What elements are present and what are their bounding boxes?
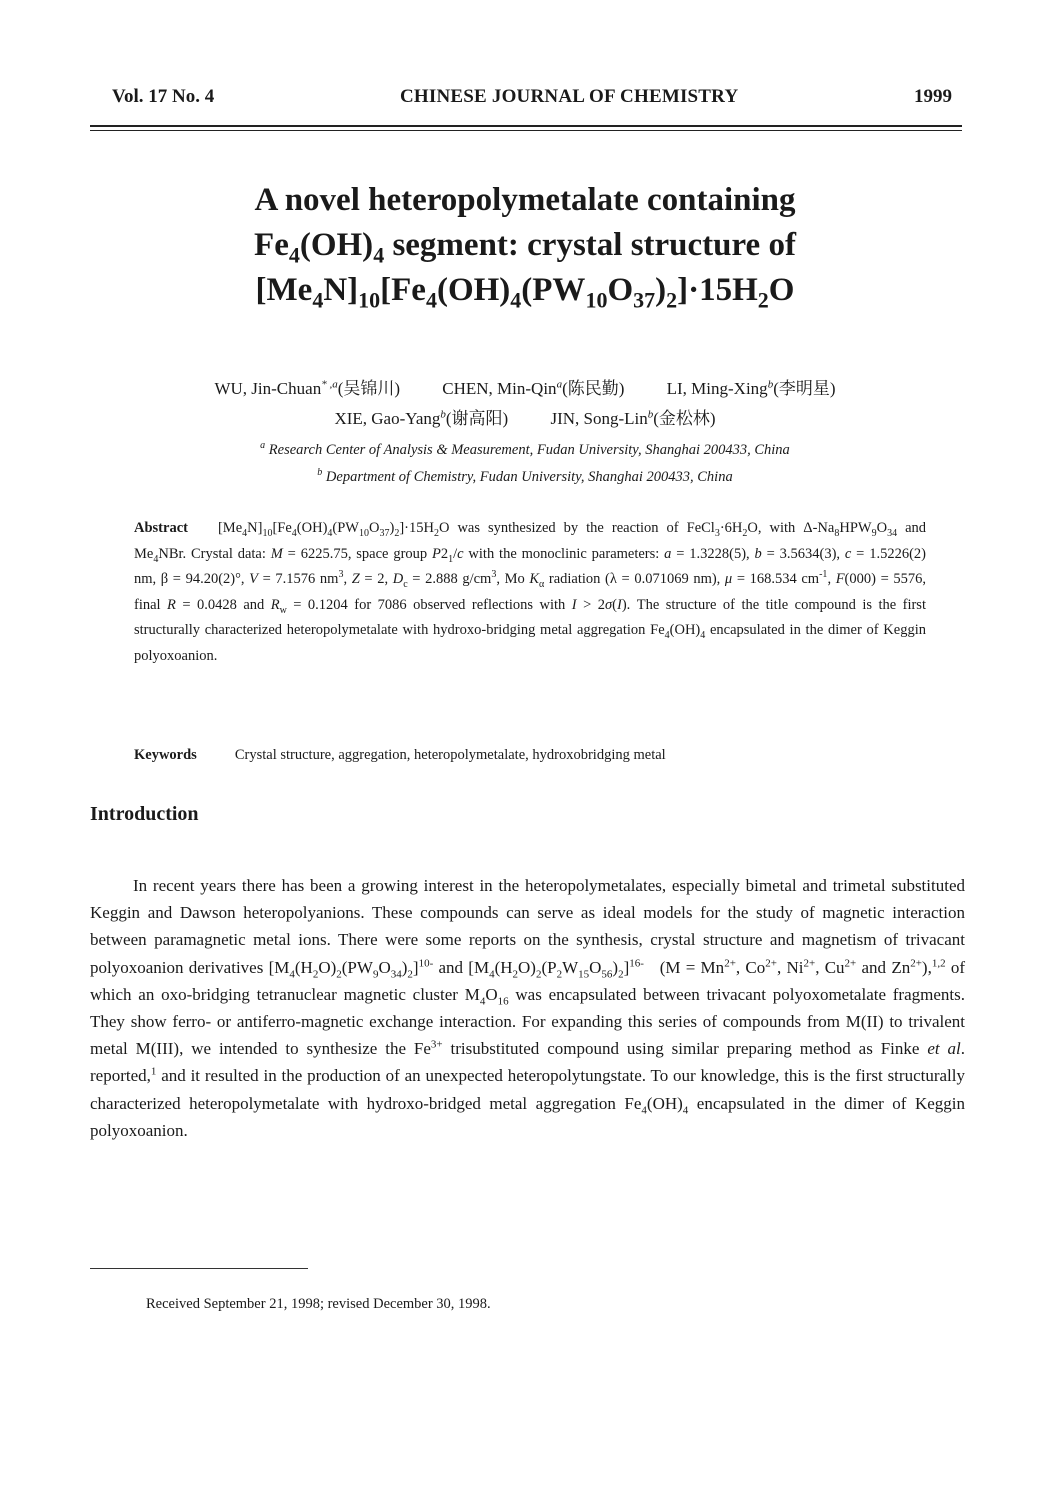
author-line-1: WU, Jin-Chuan$^{* ,a}$(吴锦川) CHEN, Min-Qin$^a$(陈民勤) LI, Ming-Xing$^b$(李明星) xyxy=(214,378,836,398)
header-rule-thick xyxy=(90,125,962,127)
keywords-text: Crystal structure, aggregation, heteropolymetalate, hydroxobridging metal xyxy=(234,747,666,763)
introduction-body xyxy=(90,872,965,1144)
author-line-2: XIE, Gao-Yang$^b$(谢高阳) JIN, Song-Lin$^b$(金松林) xyxy=(334,408,716,428)
footnote-rule xyxy=(90,1268,308,1269)
author-chen: CHEN, Min-Qin xyxy=(442,379,557,398)
keywords-label: Keywords xyxy=(134,747,197,763)
title-formula: $[Me_4N]_{10}[Fe_4(OH)_4(PW_{10}O_{37})_2]\cdot 15H_2O$ xyxy=(255,272,795,313)
author-wu: WU, Jin-Chuan xyxy=(214,379,322,398)
keywords xyxy=(134,747,926,764)
header-rule-thin xyxy=(90,130,962,131)
author-list xyxy=(0,374,1050,434)
author-xie: XIE, Gao-Yang xyxy=(334,409,441,428)
abstract: Abstract $[Me_4N]_{10}[Fe_4(OH)_4(PW_{10}O_{37})_2]\cdot 15H_2O$ was synthesized by the reaction of $FeCl_3\cdot 6H_2O$, with $\Delta-Na_8HPW_9O_{34}$ and $Me_4NBr$. Crystal data: M = 6225.75, space group $P2_1/c$ with the monoclinic parameters: a = 1.3228(5), b = 3.5634(3), c = 1.5226(2) nm, β = 94.20(2)°, V = 7.1576 $nm^3$, Z = 2, $D_c = 2.888$ $g/cm^3$, Mo $K_\alpha$ radiation (λ = 0.071069 nm), μ = 168.534 $cm^{-1}$, F(000) = 5576, final R = 0.0428 and $R_w = 0.1204$ for 7086 observed reflections with I > 2σ(I). The structure of the title compound is the first structurally characterized heteropolymetalate with hydroxo-bridging metal aggregation $Fe_4(OH)_4$ encapsulated in the dimer of Keggin polyoxoanion. xyxy=(134,520,927,664)
author-li: LI, Ming-Xing xyxy=(666,379,768,398)
author-jin: JIN, Song-Lin xyxy=(550,409,648,428)
title-line-1: A novel heteropolymetalate containing xyxy=(254,182,796,218)
introduction-paragraph: In recent years there has been a growing interest in the heteropolymetalates, especially bimetal and trimetal substituted Keggin and Dawson heteropolyanions. These compounds can serve as ideal models for the study of magnetic interaction between paramagnetic metal ions. There were some reports on the synthesis, crystal structure and magnetism of trivacant polyoxoanion derivatives $[M_4(H_2O)_2(PW_9O_{34})_2]^{10-}$ and $[M_4(H_2O)_2(P_2W_{15}O_{56})_2]^{16-}$ ($M = Mn^{2+}$, $Co^{2+}$, $Ni^{2+}$, $Cu^{2+}$ and $Zn^{2+}),^{1,2}$ of which an oxo-bridging tetranuclear magnetic cluster $M_4O_{16}$ was encapsulated between trivacant polyoxometalate fragments. They show ferro- or antiferro-magnetic exchange interaction. For expanding this series of compounds from M(II) to trivalent metal M(III), we intended to synthesize the $Fe^{3+}$ trisubstituted compound using similar preparing method as Finke et al. reported,$^1$ and it resulted in the production of an unexpected heteropolytungstate. To our knowledge, this is the first structurally characterized heteropolymetalate with hydroxo-bridged metal aggregation $Fe_4(OH)_4$ encapsulated in the dimer of Keggin polyoxoanion. xyxy=(90,876,966,1140)
affiliation-b: $^b$ Department of Chemistry, Fudan University, Shanghai 200433, China xyxy=(317,467,733,485)
received-date-footnote: Received September 21, 1998; revised December 30, 1998. xyxy=(146,1296,491,1312)
page-number: 1999 xyxy=(914,86,952,107)
section-heading-introduction: Introduction xyxy=(90,803,199,825)
article-title xyxy=(0,178,1050,313)
abstract-label: Abstract xyxy=(134,520,188,536)
title-line-2: $Fe_4(OH)_4$ segment: crystal structure of xyxy=(254,227,796,268)
volume-issue: Vol. 17 No. 4 xyxy=(112,86,215,107)
journal-name: CHINESE JOURNAL OF CHEMISTRY xyxy=(400,86,739,107)
running-header xyxy=(112,86,952,112)
affiliation-a: $^a$ Research Center of Analysis & Measurement, Fudan University, Shanghai 200433, China xyxy=(260,440,790,458)
